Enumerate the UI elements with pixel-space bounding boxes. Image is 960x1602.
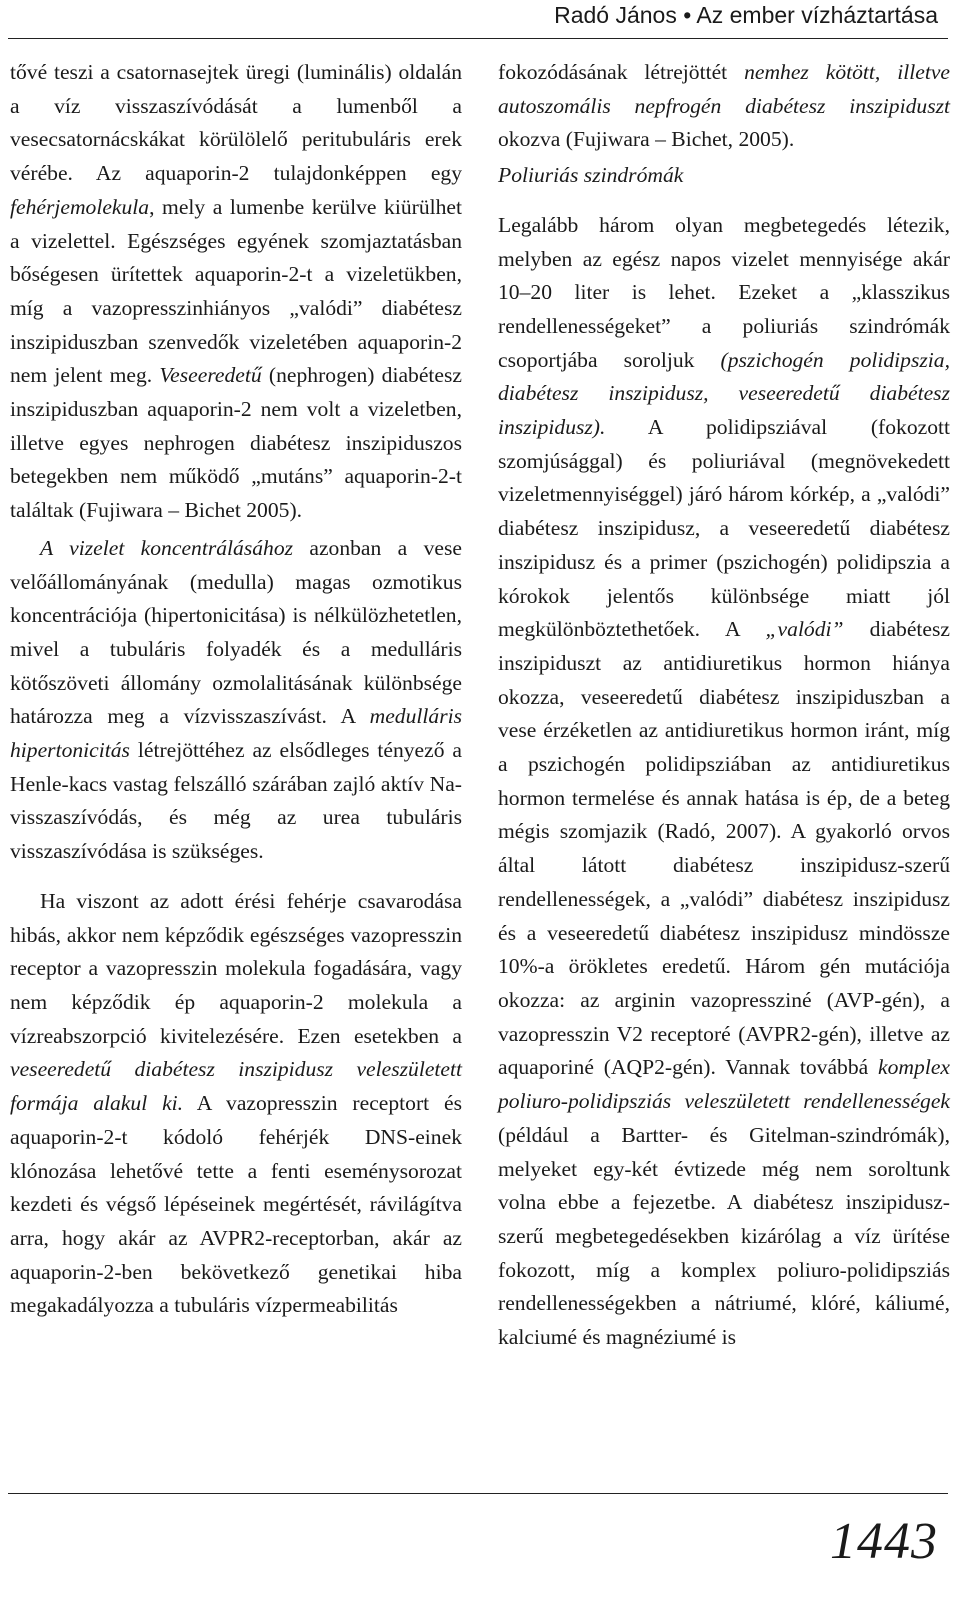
text-run: Legalább három olyan megbetegedés létezik, melyben az egész napos vizelet mennyisége akár 10–20 liter is lehet. Ezeket a „klasszikus rendellenességeket” a poliuriás szindrómák csoportjába soroljuk [498,212,950,372]
italic-term: veseeredetű diabétesz inszipidusz veleszületett formája alakul ki. [10,1057,462,1116]
text-run: , mely a lumenbe kerülve kiürülhet a vizelettel. Egészséges egyének szomjaztatásban bőségesen ürítettek aquaporin-2-t a vizeletükben, míg a vazopresszinhiányos „valódi” diabétesz inszipiduszban szenvedők vizeletében aquaporin-2 nem jelent meg. [10,194,462,388]
italic-term: komplex poliuro-polidipsziás veleszületett rendellenességek [498,1055,950,1114]
page-number: 1443 [830,1513,938,1570]
right-column [498,56,950,1355]
italic-term: medulláris hipertonicitás [10,704,462,763]
text-run: diabétesz inszipiduszt az antidiuretikus hormon hiánya okozza, veseeredetű diabétesz inszipiduszban a vese érzéketlen az antidiuretikus hormon iránt, míg a pszichogén polidipsziában az antidiuretikus hormon termelése és annak hatása is ép, de a beteg mégis szomjazik (Radó, 2007). A gyakorló orvos által látott diabétesz inszipidusz-szerű rendellenességek, a „valódi” diabétesz inszipidusz és a veseeredetű diabétesz inszipidusz mindössze 10%-a örökletes eredetű. Három gén mutációja okozza: az arginin vazopressziné (AVP-gén), a vazopresszin V2 receptoré (AVPR2-gén), illetve az aquaporiné (AQP2-gén). Vannak továbbá [498,617,951,1080]
text-run: tővé teszi a csatornasejtek üregi (luminális) oldalán a víz visszaszívódását a lumenből a vesecsatornácskákat körülölelő peritubuláris erek vérébe. Az aquaporin-2 tulajdonképpen egy [10,60,462,186]
paragraph-right-2 [498,209,950,1355]
text-run: A polidipsziával (fokozott szomjúsággal) és poliuriával (megnövekedett vizeletmennyiséggel) járó három kórkép, a „valódi” diabétesz inszipidusz, a veseeredetű diabétesz inszipidusz és a primer (pszichogén) polidipszia a kórokok jelentős különbsége miatt jól megkülönböztethetőek. A [498,415,950,642]
paragraph-left-3 [10,885,462,1323]
text-run: azonban a vese velőállományának (medulla) magas ozmotikus koncentrációja (hipertonicitása) is nélkülözhetetlen, mivel a tubuláris folyadék és a medulláris kötőszöveti állomány ozmolalitásának különbsége határozza meg a vízvisszaszívást. A [10,535,462,729]
text-run: (nephrogen) diabétesz inszipiduszban aquaporin-2 nem volt a vizeletben, illetve egyes nephrogen diabétesz inszipiduszos betegekben nem működő „mutáns” aquaporin-2-t találtak (Fujiwara – Bichet 2005). [10,363,462,523]
text-run: okozva (Fujiwara – Bichet, 2005). [498,127,795,152]
text-run: (például a Bartter- és Gitelman-szindrómák), melyeket egy-két évtizede még nem soroltunk volna ebbe a fejezetbe. A diabétesz inszipidusz-szerű megbetegedésekben kizárólag a víz ürítése fokozott, míg a komplex poliuro-polidipsziás rendellenességekben a nátriumé, klóré, káliumé, kalciumé és magnéziumé is [498,1122,950,1350]
paragraph-spacer [10,869,462,885]
paragraph-left-2 [10,532,462,869]
italic-term: fehérjemolekula [10,194,150,219]
running-head: Radó János • Az ember vízháztartása [554,2,938,28]
text-run: fokozódásának létrejöttét [498,60,745,84]
left-column [10,56,462,1323]
italic-term: (pszichogén polidipszia, diabétesz inszipidusz, veseeredetű diabétesz inszipidusz). [498,347,950,440]
italic-term: A vizelet koncentrálásához [40,535,294,560]
paragraph-right-1 [498,56,950,157]
paragraph-left-1 [10,56,462,528]
footer-rule [8,1493,948,1494]
text-run: A vazopresszin receptort és aquaporin-2-t kódoló fehérjék DNS-einek klónozása lehetővé tette a fenti eseménysorozat kezdeti és végső lépéseinek megértését, rávilágítva arra, hogy akár az AVPR2-receptorban, akár az aquaporin-2-ben bekövetkező genetikai hiba megakadályozza a tubuláris vízpermeabilitás [10,1091,462,1318]
italic-term: Veseeredetű [159,363,262,388]
section-subheading: Poliuriás szindrómák [498,163,684,188]
text-run: létrejöttéhez az elsődleges tényező a Henle-kacs vastag felszálló szárában zajló aktív Na-visszaszívódás, és még az urea tubuláris visszaszívódása is szükséges. [10,738,462,864]
italic-term: nemhez kötött, illetve autoszomális nepfrogén diabétesz inszipiduszt [498,60,950,118]
header-rule [8,38,948,39]
italic-term: „valódi” [765,617,844,642]
text-run: Ha viszont az adott érési fehérje csavarodása hibás, akkor nem képződik egészséges vazopresszin receptor a vazopresszin molekula fogadására, vagy nem képződik ép aquaporin-2 molekula a vízreabszorpció kivitelezésére. Ezen esetekben a [10,888,462,1048]
